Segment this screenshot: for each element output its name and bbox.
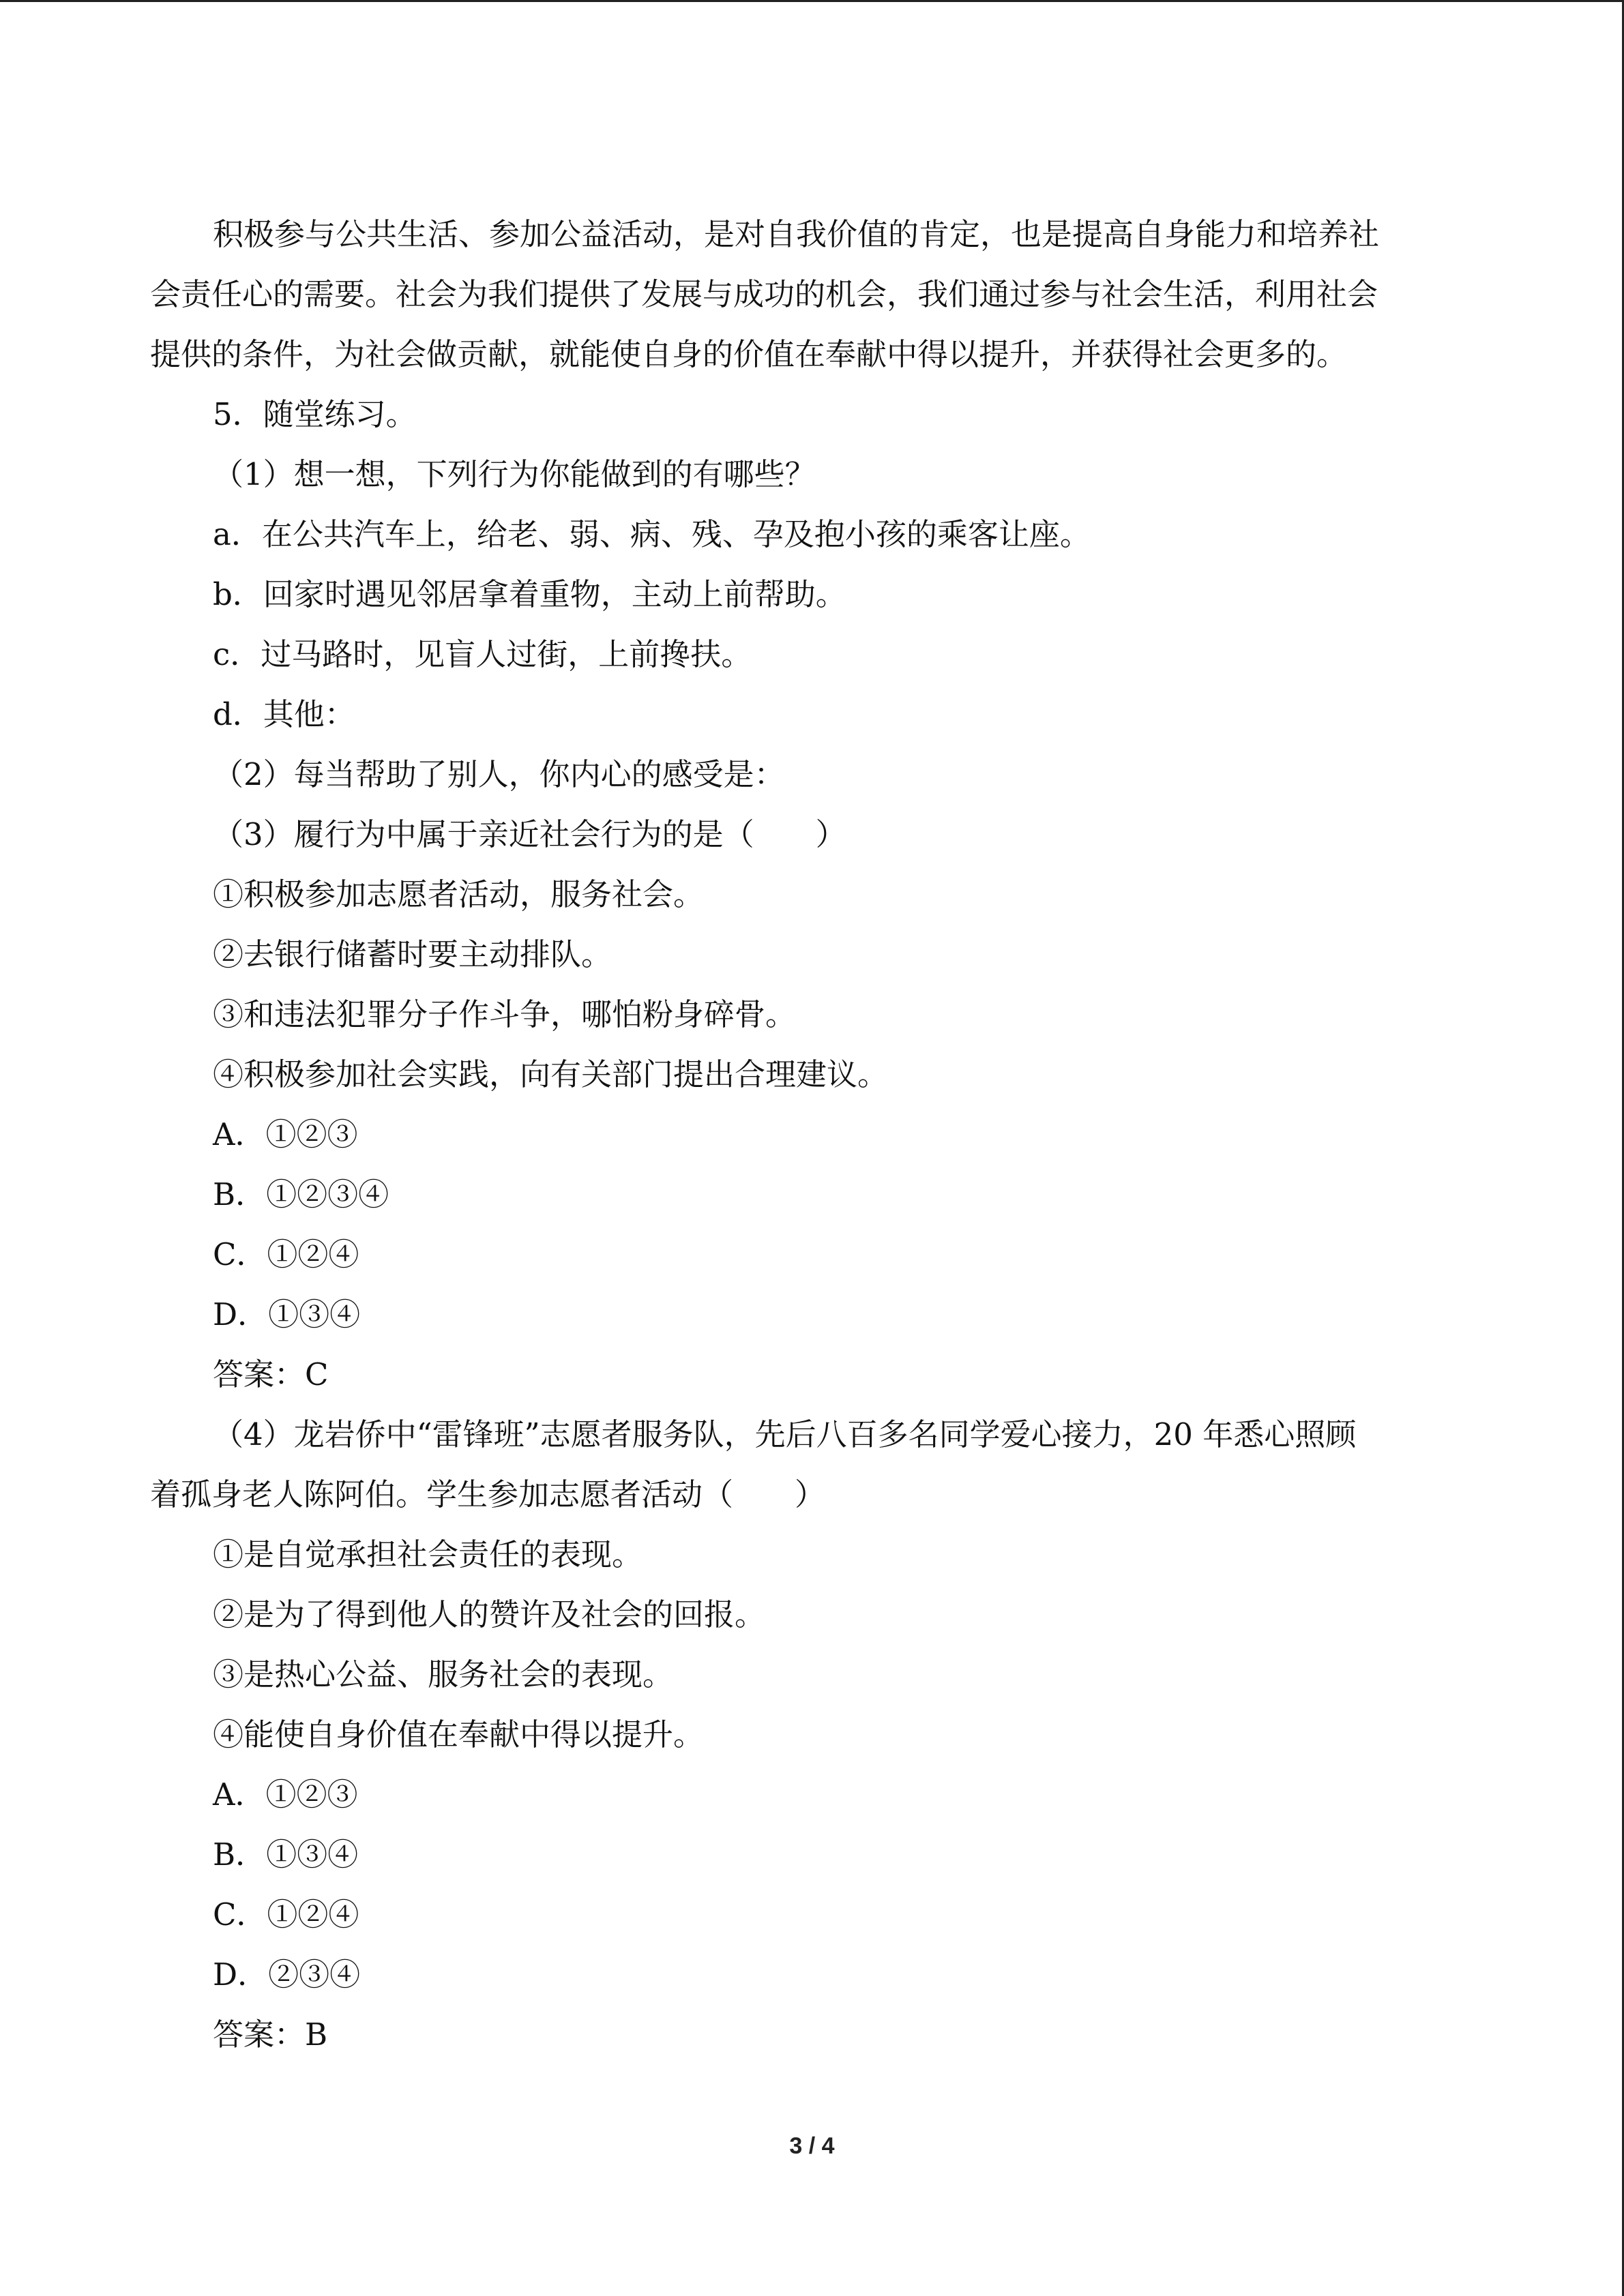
document-body	[150, 205, 1461, 2065]
option-item: d．其他：	[213, 696, 355, 732]
statement-item: ①积极参加志愿者活动，服务社会。	[213, 876, 705, 912]
statement-item: ②去银行储蓄时要主动排队。	[213, 936, 612, 972]
statement-item: ①是自觉承担社会责任的表现。	[213, 1536, 643, 1572]
choice-item: D．②③④	[213, 1956, 361, 1993]
section-heading: 5．随堂练习。	[213, 396, 417, 432]
answer-line: 答案：C	[213, 1356, 329, 1392]
choice-item: D．①③④	[213, 1296, 361, 1332]
option-item: a．在公共汽车上，给老、弱、病、残、孕及抱小孩的乘客让座。	[213, 516, 1091, 552]
choice-item: B．①②③④	[213, 1176, 389, 1212]
statement-item: ③是热心公益、服务社会的表现。	[213, 1656, 674, 1693]
statement-item: ②是为了得到他人的赞许及社会的回报。	[213, 1596, 766, 1632]
paragraph-line: 提供的条件，为社会做贡献，就能使自身的价值在奉献中得以提升，并获得社会更多的。	[150, 336, 1348, 372]
question-prompt: （4）龙岩侨中“雷锋班”志愿者服务队，先后八百多名同学爱心接力，20 年悉心照顾	[213, 1416, 1357, 1452]
choice-item: A．①②③	[213, 1116, 358, 1152]
paragraph-line: 积极参与公共生活、参加公益活动，是对自我价值的肯定，也是提高自身能力和培养社	[213, 216, 1380, 252]
choice-item: C．①②④	[213, 1896, 359, 1933]
statement-item: ④积极参加社会实践，向有关部门提出合理建议。	[213, 1056, 889, 1092]
answer-line: 答案：B	[213, 2016, 328, 2053]
question-prompt-continued: 着孤身老人陈阿伯。学生参加志愿者活动（ ）	[150, 1476, 826, 1512]
paragraph-line: 会责任心的需要。社会为我们提供了发展与成功的机会，我们通过参与社会生活，利用社会	[150, 276, 1378, 312]
choice-item: A．①②③	[213, 1776, 358, 1813]
question-prompt: （3）履行为中属于亲近社会行为的是（ ）	[213, 816, 846, 852]
page-number: 3 / 4	[789, 2133, 835, 2159]
question-prompt: （2）每当帮助了别人，你内心的感受是：	[213, 756, 785, 792]
choice-item: C．①②④	[213, 1236, 359, 1272]
choice-item: B．①③④	[213, 1836, 359, 1873]
statement-item: ③和违法犯罪分子作斗争，哪怕粉身碎骨。	[213, 996, 797, 1032]
option-item: b．回家时遇见邻居拿着重物，主动上前帮助。	[213, 576, 846, 612]
statement-item: ④能使自身价值在奉献中得以提升。	[213, 1716, 705, 1753]
option-item: c．过马路时，见盲人过街，上前搀扶。	[213, 636, 752, 672]
question-prompt: （1）想一想，下列行为你能做到的有哪些？	[213, 456, 816, 492]
